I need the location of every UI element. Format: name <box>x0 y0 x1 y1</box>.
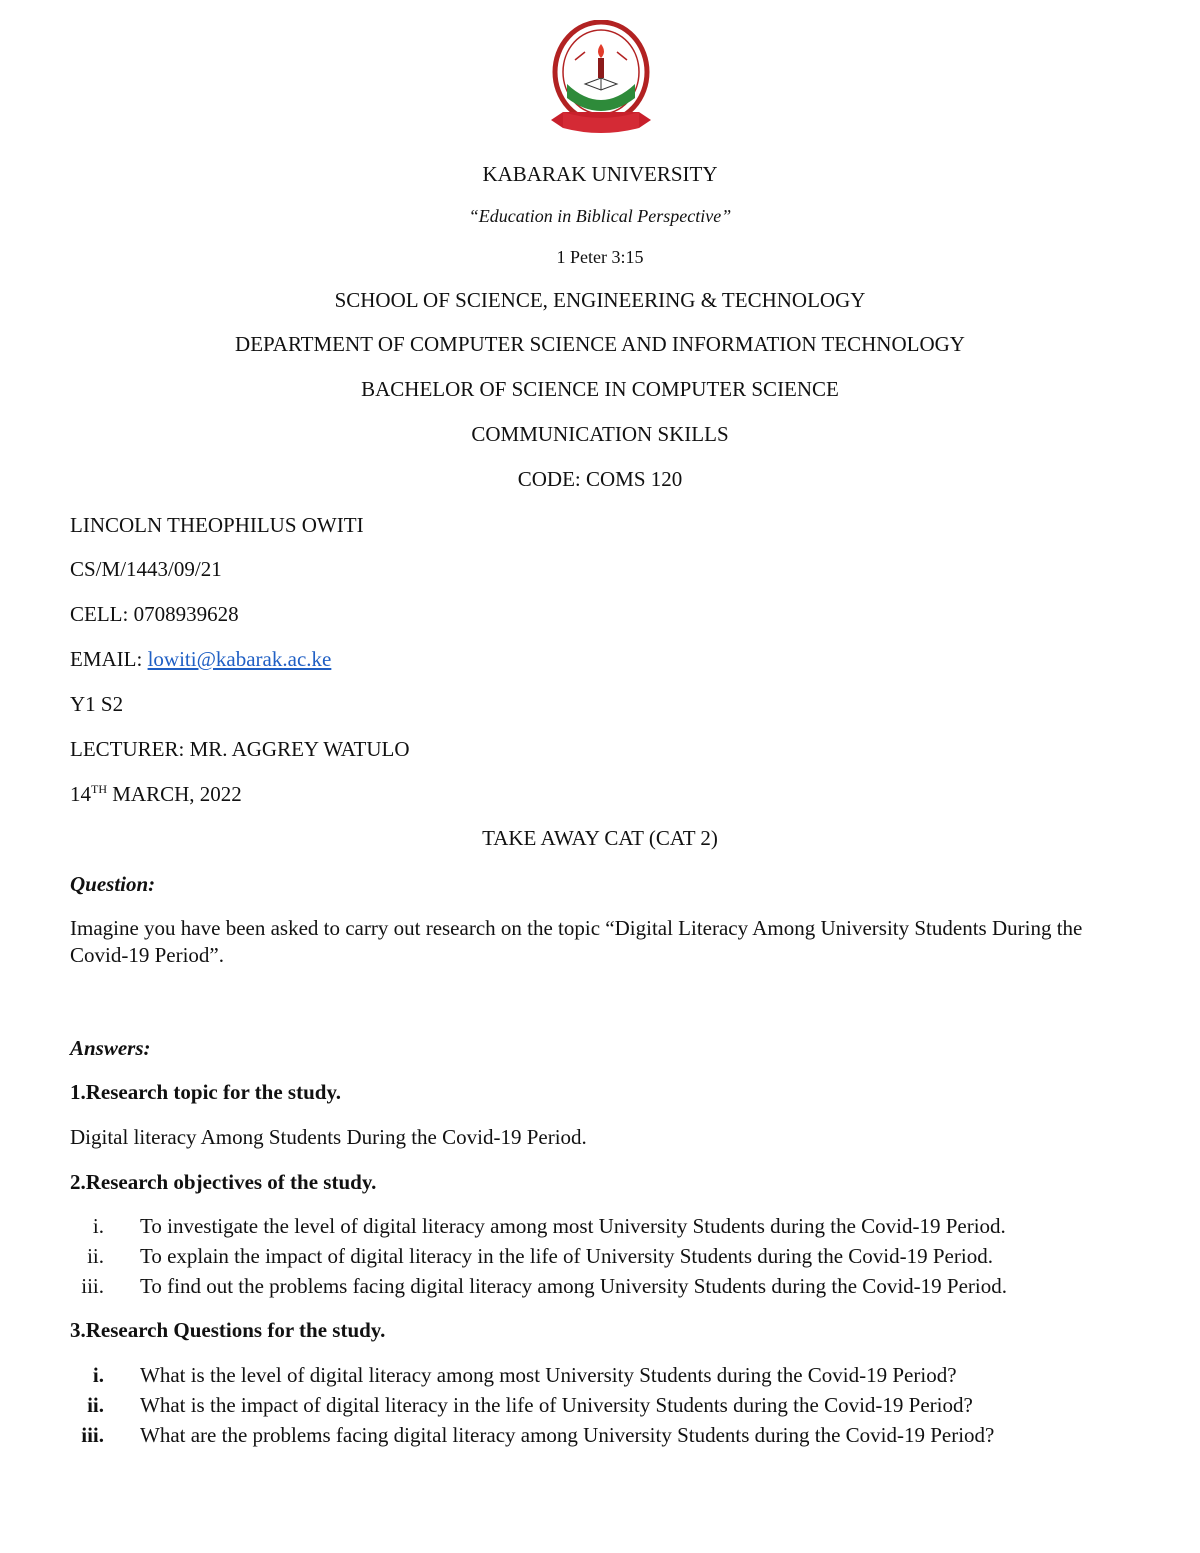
list-item <box>70 1360 1150 1390</box>
list-item-text: To explain the impact of digital literacy in the life of University Students during the Covid-19 Period. <box>140 1244 993 1268</box>
cell-number: CELL: 0708939628 <box>70 602 239 626</box>
list-item-text: What is the level of digital literacy among most University Students during the Covid-19 Period? <box>140 1363 957 1387</box>
list-item-text: To investigate the level of digital literacy among most University Students during the Covid-19 Period. <box>140 1214 1006 1238</box>
list-item-number: iii. <box>81 1423 104 1447</box>
student-name: LINCOLN THEOPHILUS OWITI <box>70 513 364 537</box>
questions-heading: 3.Research Questions for the study. <box>70 1318 386 1342</box>
list-item-number: ii. <box>87 1393 104 1417</box>
list-item <box>70 1420 1150 1450</box>
question-label: Question: <box>70 872 156 896</box>
question-text: Imagine you have been asked to carry out research on the topic “Digital Literacy Among University Students During the Covid-19 Period”. <box>70 916 1083 967</box>
objectives-list <box>70 1211 1150 1301</box>
list-item-text: To find out the problems facing digital literacy among University Students during the Covid-19 Period. <box>140 1274 1007 1298</box>
email-line <box>70 647 331 672</box>
cat-title: TAKE AWAY CAT (CAT 2) <box>482 826 718 850</box>
topic-heading: 1.Research topic for the study. <box>70 1080 342 1104</box>
university-seal-logo <box>545 20 657 142</box>
list-item <box>70 1390 1150 1420</box>
research-questions-list <box>70 1360 1150 1450</box>
list-item-number: i. <box>92 1214 104 1238</box>
topic-text: Digital literacy Among Students During the Covid-19 Period. <box>70 1125 587 1149</box>
registration-number: CS/M/1443/09/21 <box>70 557 222 581</box>
list-item-number: ii. <box>87 1244 104 1268</box>
list-item-text: What is the impact of digital literacy in the life of University Students during the Covid-19 Period? <box>140 1393 973 1417</box>
year-semester: Y1 S2 <box>70 692 124 716</box>
date-day: 14 <box>70 782 91 806</box>
email-link[interactable]: lowiti@kabarak.ac.ke <box>147 647 332 671</box>
list-item-number: i. <box>92 1363 104 1387</box>
email-label: EMAIL: <box>70 647 148 671</box>
list-item-number: iii. <box>81 1274 104 1298</box>
school-name: SCHOOL OF SCIENCE, ENGINEERING & TECHNOLOGY <box>334 288 866 312</box>
list-item <box>70 1211 1150 1241</box>
date-month-year: MARCH, 2022 <box>107 782 242 806</box>
programme-name: BACHELOR OF SCIENCE IN COMPUTER SCIENCE <box>361 377 839 401</box>
answers-label: Answers: <box>70 1036 151 1060</box>
list-item <box>70 1241 1150 1271</box>
list-item-text: What are the problems facing digital literacy among University Students during the Covid-19 Period? <box>140 1423 995 1447</box>
submission-date <box>70 782 242 807</box>
university-motto: “Education in Biblical Perspective” <box>468 206 732 226</box>
list-item <box>70 1271 1150 1301</box>
objectives-heading: 2.Research objectives of the study. <box>70 1170 377 1194</box>
department-name: DEPARTMENT OF COMPUTER SCIENCE AND INFORMATION TECHNOLOGY <box>235 332 965 356</box>
university-name: KABARAK UNIVERSITY <box>482 162 718 186</box>
date-ordinal-suffix: TH <box>91 782 107 796</box>
bible-verse: 1 Peter 3:15 <box>556 247 644 267</box>
unit-code: CODE: COMS 120 <box>517 467 683 491</box>
unit-name: COMMUNICATION SKILLS <box>471 422 729 446</box>
lecturer-name: LECTURER: MR. AGGREY WATULO <box>70 737 410 761</box>
